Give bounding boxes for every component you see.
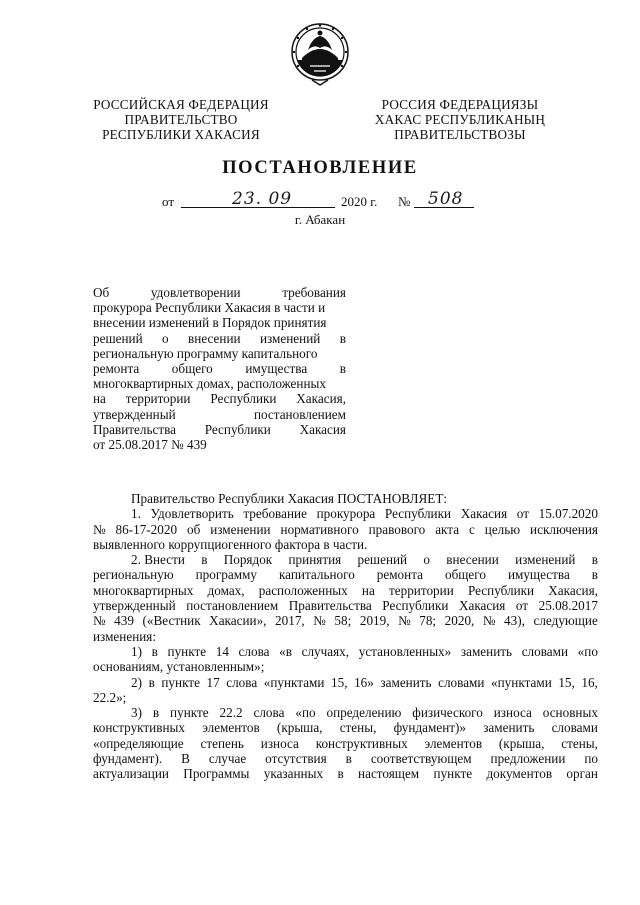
body-word: выявленного коррупциогенного фактора в части. xyxy=(93,536,368,552)
body-word: (крыша, xyxy=(498,735,545,751)
body-line xyxy=(93,675,598,690)
subject-line xyxy=(93,422,346,437)
body-word: в xyxy=(152,705,160,721)
body-word: 25.08.2017 xyxy=(538,598,598,614)
body-word: конструктивных xyxy=(93,720,185,736)
body-line xyxy=(93,537,598,552)
body-word: словами xyxy=(438,674,485,690)
body-word: прокурора xyxy=(316,506,376,522)
subject-word: Республики xyxy=(210,391,277,407)
body-word: территории xyxy=(389,582,454,598)
body-word: в xyxy=(151,643,158,659)
body-word: пункте xyxy=(433,766,473,782)
document-number: 508 xyxy=(428,189,464,209)
body-word: актуализации xyxy=(93,766,169,782)
subject-line xyxy=(93,391,346,406)
body-line xyxy=(93,598,598,613)
body-word: основаниям, установленным»; xyxy=(93,659,265,675)
body-word: пункте xyxy=(167,643,207,659)
body-word: 22.2 xyxy=(219,705,243,721)
body-word: № xyxy=(93,521,106,537)
body-word: 2. Внести xyxy=(131,552,185,568)
body-word: Программы xyxy=(183,766,250,782)
body-word: № xyxy=(93,613,106,629)
body-word: определению xyxy=(326,705,402,721)
body-word: изменений xyxy=(515,552,576,568)
header-left-line: РОССИЙСКАЯ ФЕДЕРАЦИЯ xyxy=(93,97,269,112)
body-word: Хакасия xyxy=(458,598,506,614)
body-line xyxy=(93,644,598,659)
body-word: Порядок xyxy=(223,552,273,568)
subject-word: многоквартирных домах, расположенных xyxy=(93,376,326,392)
body-word: («Вестник xyxy=(142,613,201,629)
body-word: об xyxy=(186,521,201,537)
subject-line xyxy=(93,376,346,391)
subject-word: общего xyxy=(171,360,213,376)
body-word: 1. xyxy=(131,506,141,522)
body-word: Республики xyxy=(382,598,449,614)
body-word: физического xyxy=(412,705,483,721)
body-word: настоящем xyxy=(358,766,420,782)
body-word: программу xyxy=(195,567,257,583)
body-word: стены, xyxy=(339,720,377,736)
body-word: 15, xyxy=(558,674,575,690)
body-word: «по xyxy=(295,705,316,721)
body-line xyxy=(93,751,598,766)
body-word: Республики xyxy=(467,582,535,598)
subject-word: удовлетворении xyxy=(150,285,241,300)
body-line xyxy=(93,567,598,582)
body-word: отсутствия xyxy=(265,751,327,767)
body-word: нормативного xyxy=(280,521,359,537)
body-word: в xyxy=(591,552,598,568)
date-year: 2020 г. xyxy=(341,194,378,209)
body-line xyxy=(93,736,598,751)
body-word: 2020, xyxy=(444,613,475,629)
subject-word: Правительства xyxy=(93,421,176,437)
body-word: № xyxy=(398,613,411,629)
body-word: внесении xyxy=(446,552,499,568)
body-word: 15, xyxy=(331,674,348,690)
body-word: с xyxy=(468,521,475,537)
number-sign: № xyxy=(398,194,411,209)
body-line xyxy=(93,766,598,781)
body-word: следующие xyxy=(533,613,598,629)
body-word: «пунктами xyxy=(491,674,552,690)
body-word: предложении xyxy=(490,751,566,767)
body-word: соответствующем xyxy=(370,751,472,767)
body-word: указанных xyxy=(263,766,324,782)
body-line xyxy=(93,552,598,567)
body-word: 1) xyxy=(131,643,142,659)
body-word: в xyxy=(148,674,155,690)
subject-word: от 25.08.2017 № 439 xyxy=(93,436,207,452)
body-word: от xyxy=(515,598,529,614)
header-right-line: ПРАВИТЕЛЬСТВОЗЫ xyxy=(394,127,526,142)
body-word: элементов xyxy=(424,735,483,751)
subject-word: постановлением xyxy=(253,406,346,422)
body-word: установленных» xyxy=(358,643,452,659)
body-word: изменения: xyxy=(93,628,157,644)
subject-word: на xyxy=(93,391,106,407)
body-word: правового xyxy=(368,521,426,537)
body-word: износа xyxy=(493,705,532,721)
body-word: домах, xyxy=(207,582,245,598)
body-word: 2019, xyxy=(359,613,390,629)
body-word: «по xyxy=(577,643,598,659)
body-word: 2017, xyxy=(275,613,305,629)
header-right-line: ХАКАС РЕСПУБЛИКАНЫҢ xyxy=(374,112,546,127)
body-word: Правительства xyxy=(288,598,372,614)
body-line xyxy=(93,720,598,735)
body-word: Удовлетворить xyxy=(150,506,234,522)
body-word: износа xyxy=(260,735,299,751)
date-prefix: от xyxy=(162,194,175,209)
body-word: конструктивных xyxy=(315,735,408,751)
date-line xyxy=(0,191,640,213)
body-word: основных xyxy=(542,705,598,721)
body-word: слова xyxy=(253,705,285,721)
body-word: Республики xyxy=(384,506,452,522)
body-word: расположенных xyxy=(258,582,348,598)
body-word: изменении xyxy=(210,521,271,537)
body-word: 86-17-2020 xyxy=(115,521,178,537)
body-word: стены, xyxy=(561,735,598,751)
body-word: элементов xyxy=(202,720,260,736)
body-word: 14 xyxy=(215,643,229,659)
subject-word: территории xyxy=(125,391,191,407)
body-word: Хакасия xyxy=(460,506,508,522)
subject-line xyxy=(93,285,346,300)
body-word: от xyxy=(516,506,529,522)
subject-word: ремонта xyxy=(93,360,140,376)
subject-word: о xyxy=(162,330,169,346)
body-word: капитального xyxy=(278,567,355,583)
subject-word: Об xyxy=(93,285,110,300)
subject-word: Хакасия xyxy=(299,421,346,437)
body-word: на xyxy=(361,582,375,598)
body-word: пункте xyxy=(161,674,200,690)
body-word: словами xyxy=(521,643,569,659)
subject-word: прокурора Республики Хакасия в части и xyxy=(93,300,326,316)
header-left-line: ПРАВИТЕЛЬСТВО xyxy=(124,112,238,127)
body-word: слова xyxy=(238,643,270,659)
body-word: 17 xyxy=(206,674,220,690)
body-word: заменить xyxy=(483,720,535,736)
body-word: заменить xyxy=(460,643,513,659)
body-line xyxy=(93,522,598,537)
subject-line xyxy=(93,315,346,330)
header-right-line: РОССИЯ ФЕДЕРАЦИЯЗЫ xyxy=(381,97,539,112)
body-word: в xyxy=(337,766,344,782)
body-word: фундамент)» xyxy=(393,720,467,736)
subject-line xyxy=(93,361,346,376)
body-line xyxy=(93,491,598,506)
body-word: «в xyxy=(279,643,292,659)
body-word: 58; xyxy=(334,613,352,629)
body-word: № xyxy=(313,613,326,629)
body-word: «пунктами xyxy=(263,674,325,690)
subject-word: региональную программу капитального xyxy=(93,345,318,361)
header-left-line: РЕСПУБЛИКИ ХАКАСИЯ xyxy=(102,127,260,142)
body-line xyxy=(93,690,598,705)
body-word: пункте xyxy=(170,705,209,721)
body-line xyxy=(93,629,598,644)
body-word: 439 xyxy=(114,613,134,629)
body-line xyxy=(93,705,598,720)
body-word: исключения xyxy=(530,521,598,537)
body-line xyxy=(93,659,598,674)
body-word: В xyxy=(181,751,190,767)
body-word: целью xyxy=(484,521,521,537)
body-word: словами xyxy=(551,720,598,736)
body-word: 15.07.2020 xyxy=(538,506,598,522)
body-word: 3) xyxy=(131,705,142,721)
city: г. Абакан xyxy=(294,212,346,227)
body-word: акта xyxy=(435,521,460,537)
subject-line xyxy=(93,300,346,315)
header-right xyxy=(340,97,580,142)
body-word: случаях, xyxy=(301,643,350,659)
body-line xyxy=(93,583,598,598)
body-word: фундамент). xyxy=(93,751,163,767)
body-word: требование xyxy=(243,506,307,522)
subject-word: в xyxy=(339,360,346,376)
body-word: «определяющие xyxy=(93,735,184,751)
subject-word: внесении xyxy=(188,330,241,346)
body-word: в xyxy=(591,567,598,583)
subject-word: Республики xyxy=(204,421,271,437)
subject-word: внесении изменений в Порядок принятия xyxy=(93,315,327,331)
subject-block xyxy=(93,285,346,452)
subject-line xyxy=(93,407,346,422)
body-word: 22.2»; xyxy=(93,689,127,705)
subject-word: в xyxy=(339,330,346,346)
body-word: № xyxy=(482,613,496,629)
subject-word: решений xyxy=(93,330,143,346)
body-word: 43), xyxy=(504,613,525,629)
body-word: степень xyxy=(200,735,244,751)
body-word: постановлением xyxy=(186,598,279,614)
subject-line xyxy=(93,346,346,361)
subject-word: требования xyxy=(282,285,346,300)
body-word: 16, xyxy=(581,674,598,690)
body-word: утвержденный xyxy=(93,598,176,614)
body-word: принятия xyxy=(288,552,342,568)
body-line xyxy=(93,506,598,521)
body-word: заменить xyxy=(380,674,432,690)
body-line xyxy=(93,613,598,628)
body-word: региональную xyxy=(93,567,174,583)
body-word: Правительство Республики Хакасия ПОСТАНОВЛЯЕТ: xyxy=(131,491,448,506)
body-word: общего xyxy=(444,567,486,583)
subject-line xyxy=(93,437,346,452)
subject-word: изменений xyxy=(259,330,321,346)
subject-word: утвержденный xyxy=(93,406,176,422)
body-word: 16» xyxy=(354,674,374,690)
body-word: ремонта xyxy=(376,567,423,583)
body-word: Хакасия, xyxy=(548,582,598,598)
body-word: решений xyxy=(357,552,408,568)
date-value: 23. 09 xyxy=(232,189,293,209)
subject-word: имущества xyxy=(245,360,308,376)
body-word: имущества xyxy=(507,567,570,583)
body-word: (крыша, xyxy=(276,720,323,736)
body-word: орган xyxy=(566,766,598,782)
body-word: документов xyxy=(486,766,553,782)
header-left xyxy=(62,97,300,142)
document-title: ПОСТАНОВЛЕНИЕ xyxy=(222,158,418,178)
subject-word: Хакасия, xyxy=(296,391,346,407)
body-word: 2) xyxy=(131,674,142,690)
body-word: Хакасии», xyxy=(209,613,267,629)
coat-of-arms-icon xyxy=(290,22,350,86)
body-word: о xyxy=(423,552,430,568)
body-word: многоквартирных xyxy=(93,582,194,598)
body-word: в xyxy=(345,751,352,767)
body-word: случае xyxy=(208,751,247,767)
body-word: в xyxy=(201,552,208,568)
subject-line xyxy=(93,331,346,346)
body-word: по xyxy=(584,751,598,767)
body-word: слова xyxy=(226,674,258,690)
document-body xyxy=(93,491,598,782)
body-word: 78; xyxy=(419,613,437,629)
